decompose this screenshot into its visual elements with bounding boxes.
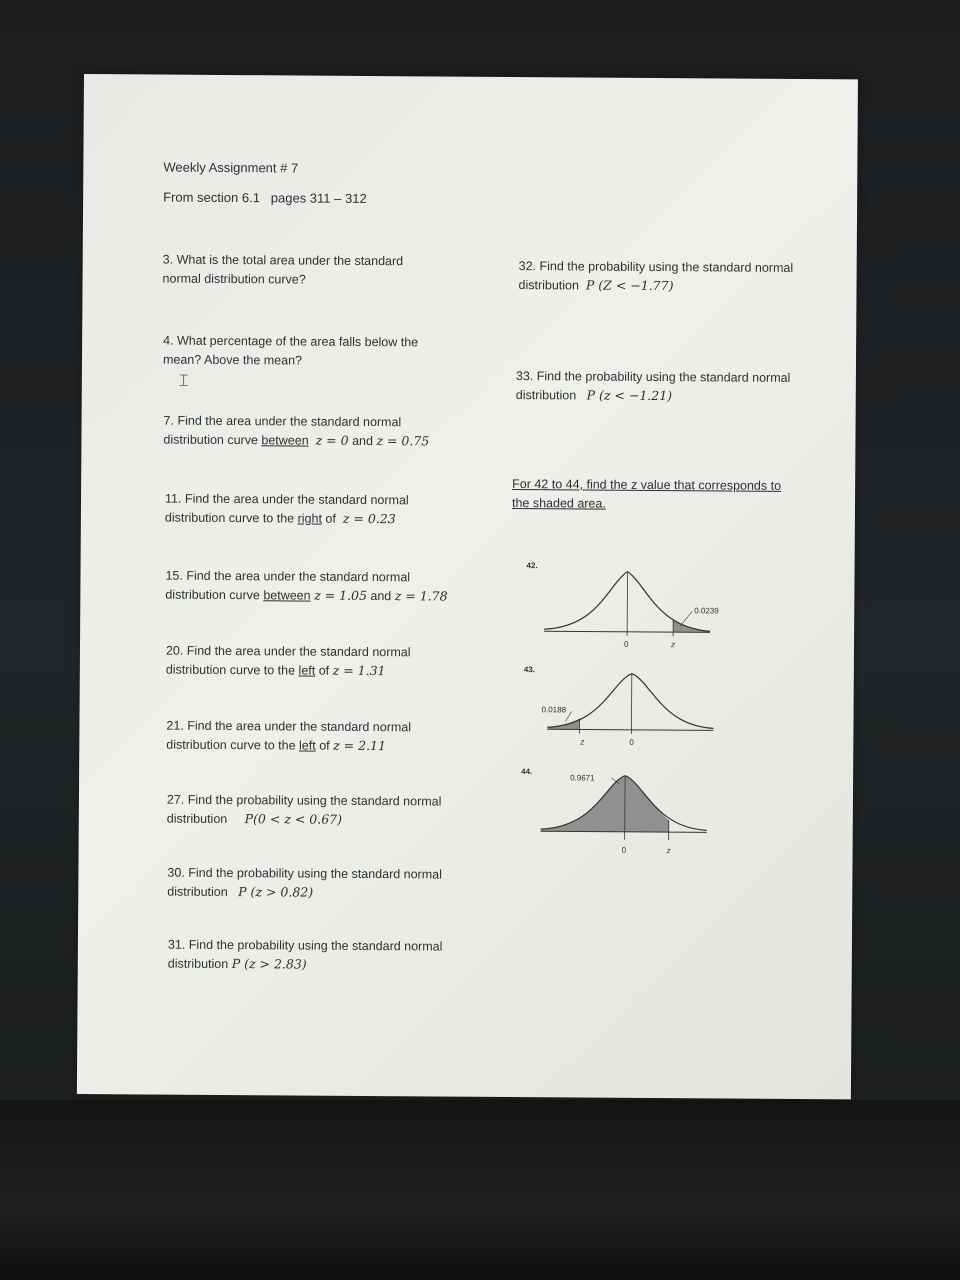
figure-43-z-label: z [580, 737, 585, 747]
between-underlined: between [261, 432, 309, 448]
figure-43-normal-curve [545, 671, 715, 742]
right-underlined: right [297, 511, 323, 526]
figure-43-curve [547, 673, 713, 728]
question-4 [163, 332, 418, 371]
question-27-line1: 27. Find the probability using the standard normal [166, 792, 442, 809]
question-33-line1: 33. Find the probability using the standard normal [515, 369, 791, 385]
figure-44-normal-curve [539, 773, 709, 844]
question-20-line1: 20. Find the area under the standard normal [165, 643, 411, 660]
question-21 [166, 717, 411, 756]
question-31-line2: distribution P (z > 2.83) [167, 955, 307, 972]
question-7-line1: 7. Find the area under the standard normal [163, 413, 402, 430]
figure-43-shaded-tail [547, 718, 579, 729]
figure-43-zero-label: 0 [629, 737, 634, 747]
left-underlined: left [299, 738, 316, 753]
question-21-line1: 21. Find the area under the standard normal [166, 718, 412, 735]
figure-43-number: 43. [523, 665, 536, 675]
question-3 [163, 251, 404, 290]
assignment-source [163, 189, 367, 209]
question-3-line2: normal distribution curve? [162, 271, 306, 287]
question-15-line1: 15. Find the area under the standard normal [165, 568, 411, 585]
source-section: From section 6.1 [163, 189, 261, 206]
question-3-line1: 3. What is the total area under the standard [162, 252, 404, 269]
question-7-line2: distribution curve between z = 0 and z = 0.75 [163, 432, 430, 448]
question-32-line2: distribution P (Z < −1.77) [518, 277, 674, 293]
question-31 [168, 936, 443, 975]
question-15-line2: distribution curve between z = 1.05 and z = 1.78 [165, 587, 448, 604]
figure-42-z-label: z [670, 640, 676, 650]
question-30 [167, 864, 442, 903]
question-11-line1: 11. Find the area under the standard normal [164, 491, 409, 508]
text-cursor-icon: ⌶ [178, 370, 189, 390]
question-27 [167, 791, 442, 830]
figures-instructions [512, 475, 781, 514]
figure-44-baseline [541, 831, 707, 832]
question-33-line2: distribution P (z < −1.21) [515, 387, 673, 403]
question-32-line1: 32. Find the probability using the standard normal [518, 259, 794, 275]
question-4-line2: mean? Above the mean? [162, 352, 303, 368]
instructions-line2: the shaded area. [511, 495, 606, 511]
question-27-line2: distribution P(0 < z < 0.67) [166, 810, 343, 827]
figure-43-baseline [547, 729, 713, 730]
source-pages: pages 311 – 312 [270, 190, 367, 206]
figure-44-z-label: z [666, 846, 671, 856]
left-underlined: left [298, 663, 316, 678]
figure-42-number: 42. [526, 561, 538, 571]
desk-surface [0, 1100, 960, 1280]
figure-42-normal-curve [542, 567, 713, 648]
question-11-line2: distribution curve to the right of z = 0.23 [164, 510, 396, 526]
question-33 [516, 367, 791, 406]
question-15 [165, 567, 448, 606]
assignment-title: Weekly Assignment # 7 [163, 159, 299, 176]
figure-43-area-label: 0.0188 [541, 705, 567, 715]
question-31-line1: 31. Find the probability using the standard normal [167, 937, 443, 954]
question-30-line1: 30. Find the probability using the standard normal [167, 865, 442, 882]
figure-44-number: 44. [521, 767, 533, 777]
figure-44-shaded-area [541, 775, 669, 832]
question-7 [163, 412, 429, 451]
question-11 [165, 490, 409, 529]
question-20 [166, 642, 411, 681]
figure-42-zero-label: 0 [624, 639, 629, 649]
question-32 [518, 257, 793, 296]
figure-44-zero-label: 0 [621, 845, 627, 855]
instructions-line1: For 42 to 44, find the z value that corresponds to [512, 476, 782, 493]
between-underlined: between [263, 587, 311, 603]
figure-43-label-leader [565, 711, 571, 721]
question-4-line1: 4. What percentage of the area falls below the [163, 333, 419, 350]
question-21-line2: distribution curve to the left of z = 2.11 [166, 737, 387, 753]
figure-42-label-leader [680, 611, 692, 626]
question-20-line2: distribution curve to the left of z = 1.31 [165, 662, 386, 678]
figure-44-area-label: 0.9671 [570, 773, 595, 783]
worksheet-paper [77, 74, 858, 1099]
figure-42-area-label: 0.0239 [694, 606, 719, 616]
question-30-line2: distribution P (z > 0.82) [167, 883, 314, 900]
